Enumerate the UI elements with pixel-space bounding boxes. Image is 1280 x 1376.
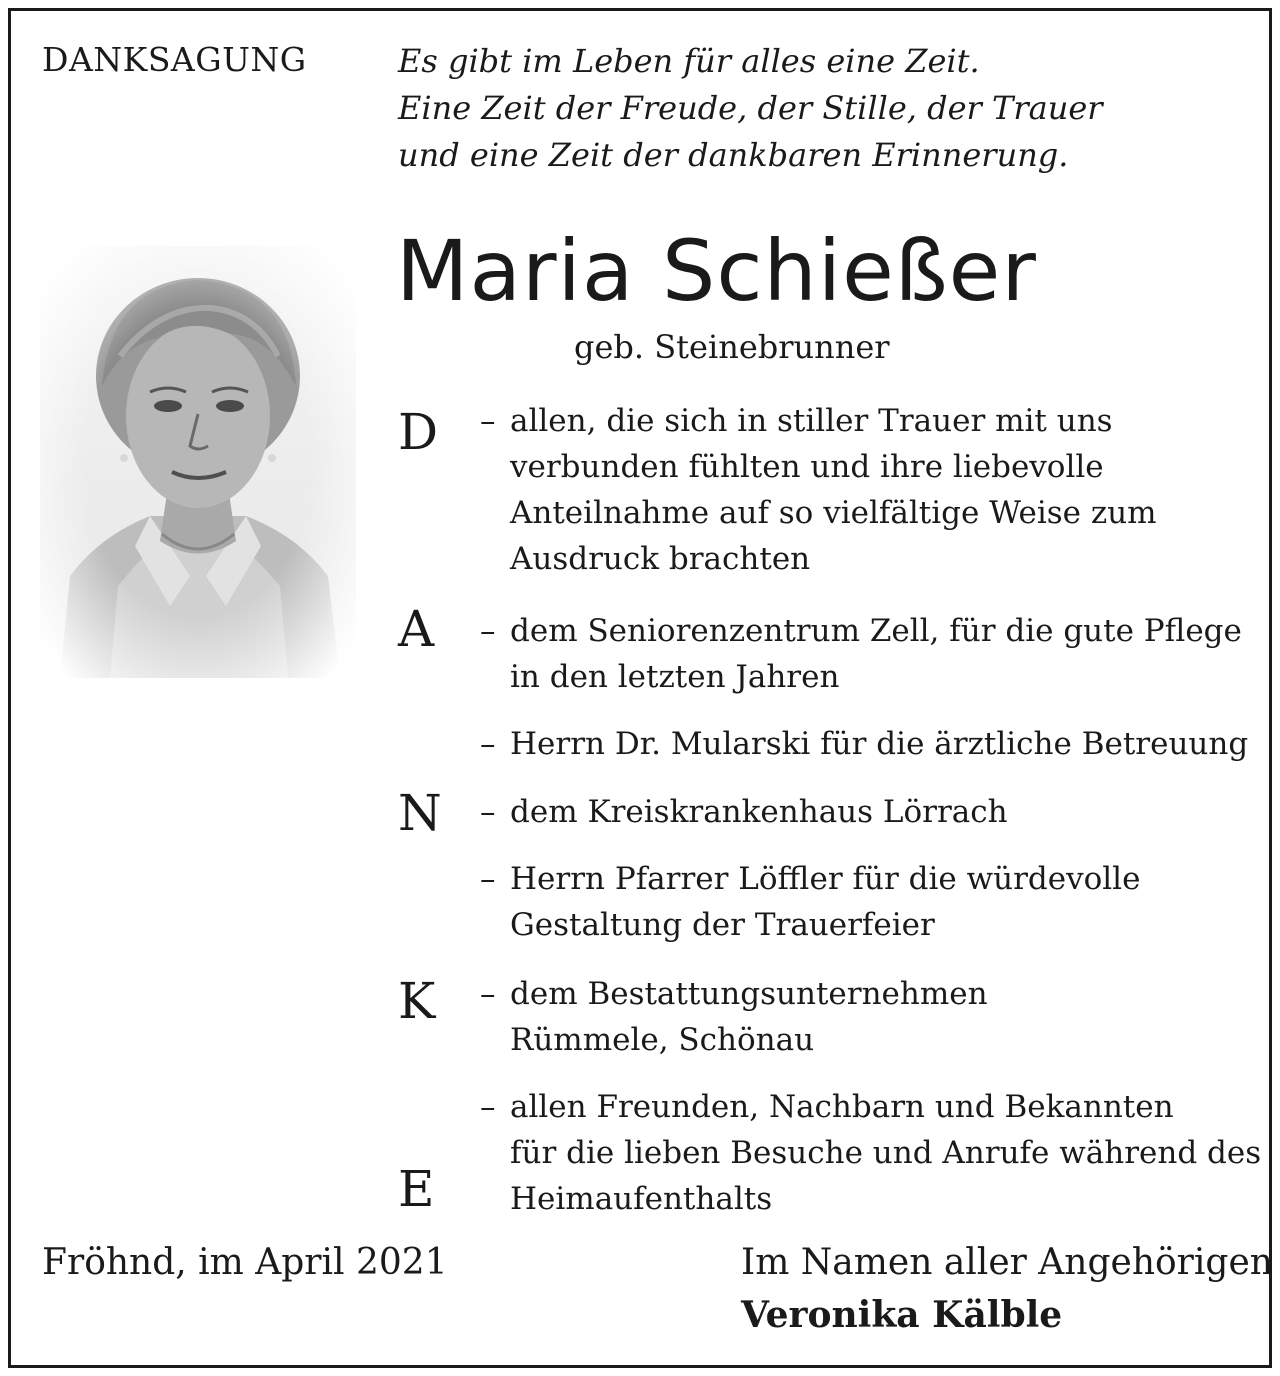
- acrostic-letter-n: N: [398, 784, 442, 842]
- signature-name: Veronika Kälble: [741, 1294, 1063, 1336]
- dash: –: [480, 861, 496, 897]
- thanks-line: in den letzten Jahren: [510, 659, 840, 695]
- thanks-item-doctor: [480, 721, 1248, 767]
- heading-label: DANKSAGUNG: [42, 40, 307, 79]
- thanks-line: Anteilnahme auf so vielfältige Weise zum: [510, 495, 1157, 531]
- dash: –: [480, 726, 496, 762]
- motto-line-2: Eine Zeit der Freude, der Stille, der Trauer: [398, 89, 1103, 127]
- portrait-photo: [40, 246, 356, 678]
- thanks-line: Gestaltung der Trauerfeier: [510, 907, 935, 943]
- signature-intro: Im Namen aller Angehörigen: [741, 1242, 1273, 1283]
- thanks-line: dem Bestattungsunternehmen: [510, 976, 988, 1012]
- acrostic-letter-d: D: [398, 403, 439, 461]
- thanks-item-funeral-home: [480, 971, 988, 1063]
- thanks-item-senior-center: [480, 608, 1242, 700]
- thanks-line: Rümmele, Schönau: [510, 1022, 815, 1058]
- acrostic-letter-a: A: [398, 600, 435, 658]
- thanks-line: dem Seniorenzentrum Zell, für die gute Pflege: [510, 613, 1242, 649]
- thanks-item-mourners: [480, 398, 1157, 582]
- thanks-line: allen, die sich in stiller Trauer mit uns: [510, 403, 1113, 439]
- dash: –: [480, 613, 496, 649]
- acrostic-letter-k: K: [398, 972, 436, 1030]
- deceased-name: Maria Schießer: [396, 222, 1037, 320]
- thanks-line: Herrn Dr. Mularski für die ärztliche Betreuung: [510, 726, 1249, 762]
- thanks-line: Heimaufenthalts: [510, 1181, 773, 1217]
- thanks-item-friends: [480, 1084, 1261, 1222]
- birth-name: geb. Steinebrunner: [574, 328, 890, 366]
- thanks-line: verbunden fühlten und ihre liebevolle: [510, 449, 1104, 485]
- motto-line-3: und eine Zeit der dankbaren Erinnerung.: [398, 136, 1069, 174]
- dash: –: [480, 1089, 496, 1125]
- thanks-item-hospital: [480, 789, 1008, 835]
- thanks-line: Ausdruck brachten: [510, 541, 811, 577]
- thanks-line: allen Freunden, Nachbarn und Bekannten: [510, 1089, 1174, 1125]
- thanks-line: für die lieben Besuche und Anrufe während des: [510, 1135, 1262, 1171]
- thanks-item-pastor: [480, 856, 1140, 948]
- thanks-line: dem Kreiskrankenhaus Lörrach: [510, 794, 1008, 830]
- dash: –: [480, 794, 496, 830]
- dash: –: [480, 403, 496, 439]
- acrostic-letter-e: E: [398, 1160, 435, 1218]
- motto-line-1: Es gibt im Leben für alles eine Zeit.: [398, 42, 980, 80]
- thanks-line: Herrn Pfarrer Löffler für die würdevolle: [510, 861, 1141, 897]
- place-date: Fröhnd, im April 2021: [42, 1242, 448, 1283]
- dash: –: [480, 976, 496, 1012]
